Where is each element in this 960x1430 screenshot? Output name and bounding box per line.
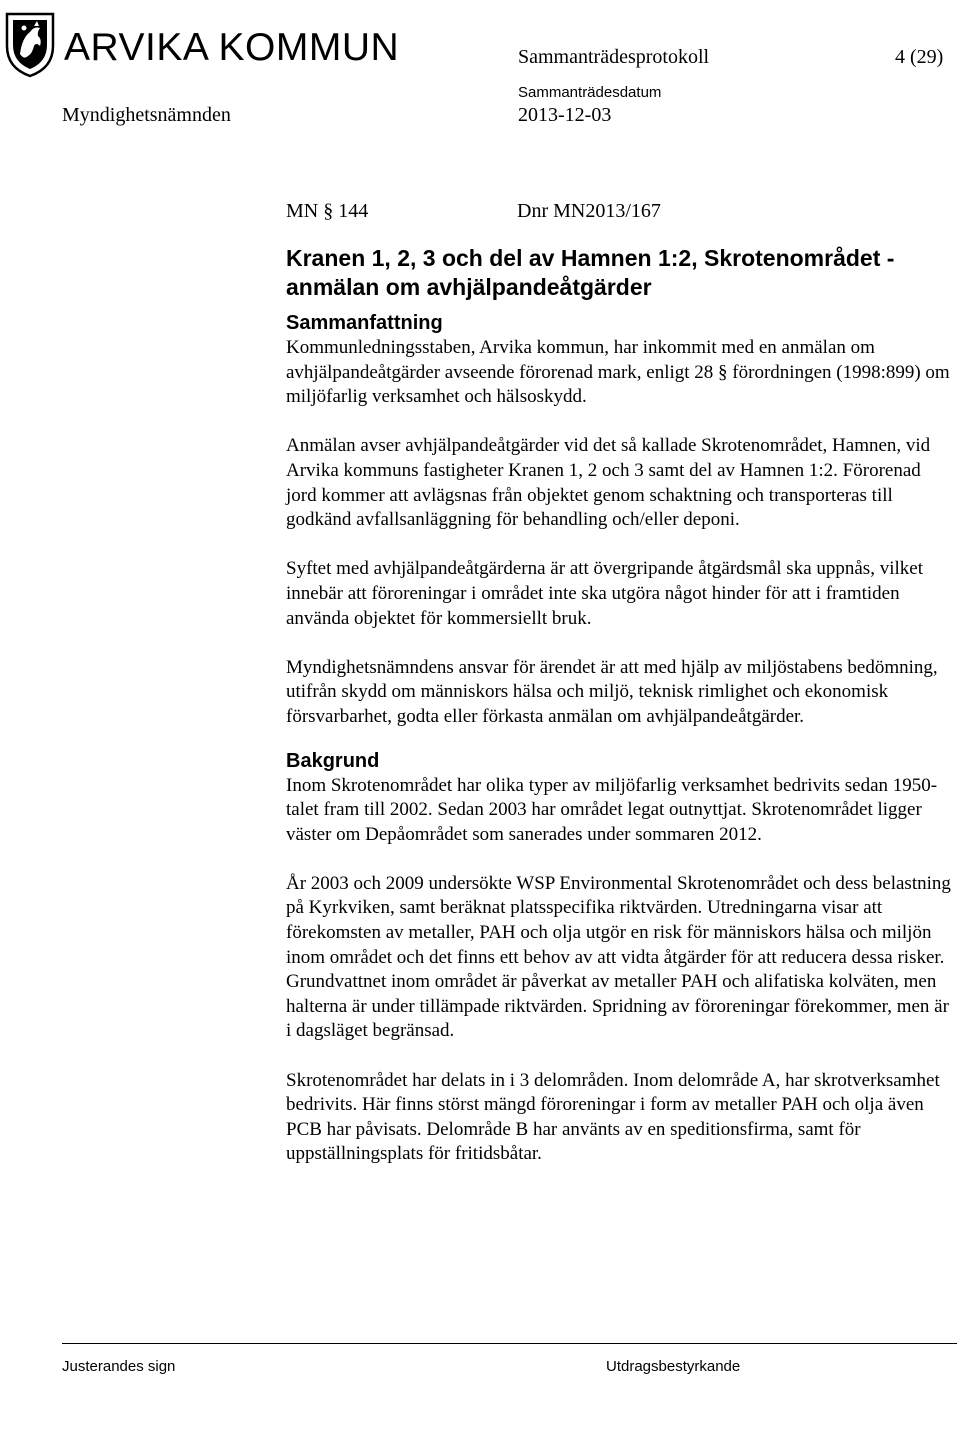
background-paragraph: Inom Skrotenområdet har olika typer av miljöfarlig verksamhet bedrivits sedan 1950-talet fram till 2002. Sedan 2003 har området legat outnyttjat. Skrotenområdet ligger väster om Depåområdet som sanerades under sommaren 2012. bbox=[286, 774, 938, 845]
case-number: MN § 144 bbox=[286, 200, 369, 222]
summary-heading: Sammanfattning bbox=[286, 312, 443, 334]
summary-paragraph: Myndighetsnämndens ansvar för ärendet är att med hjälp av miljöstabens bedömning, utifrån skydd om människors hälsa och miljö, teknisk rimlighet och ekonomisk försvarbarhet, godta eller förkasta anmälan om avhjälpandeåtgärder. bbox=[286, 656, 938, 727]
page-number: 4 (29) bbox=[895, 46, 944, 68]
case-dnr: Dnr MN2013/167 bbox=[517, 200, 661, 222]
summary-paragraph: Anmälan avser avhjälpandeåtgärder vid det så kallade Skrotenområdet, Hamnen, vid Arvika kommuns fastigheter Kranen 1, 2 och 3 samt del av Hamnen 1:2. Förorenad jord kommer att avlägsnas från objektet genom schaktning och transporteras till godkänd avfallsanläggning för behandling och/eller deponi. bbox=[286, 435, 931, 531]
background-paragraph: Skrotenområdet har delats in i 3 delområden. Inom delområde A, har skrotverksamhet bedrivits. Här finns störst mängd föroreningar i form av metaller PAH och olja även PCB har påvisats. Delområde B har använts av en speditionsfirma, samt för uppställningsplats för fritidsbåtar. bbox=[286, 1069, 940, 1165]
meeting-date-value: 2013-12-03 bbox=[518, 104, 612, 126]
municipality-logo-text: ARVIKA KOMMUN bbox=[64, 26, 400, 69]
case-title: Kranen 1, 2, 3 och del av Hamnen 1:2, Skrotenområdet - anmälan om avhjälpandeåtgärder bbox=[286, 245, 895, 300]
municipal-crest-icon bbox=[4, 8, 56, 78]
protocol-title: Sammanträdesprotokoll bbox=[518, 46, 710, 68]
background-paragraph: År 2003 och 2009 undersökte WSP Environmental Skrotenområdet och dess belastning på Kyrkviken, samt beräknat platsspecifika riktvärden. Utredningarna visar att förekomsten av metaller, PAH och olja utgör en risk för människors hälsa och miljön inom området och det finns ett behov av att vidta åtgärder för att reducera dessa risker. Grundvattnet inom området är påverkat av metaller PAH och alifatiska kolväten, men halterna är under tillämpade riktvärden. Spridning av föroreningar förekommer, men är i dagsläget begränsad. bbox=[286, 872, 951, 1042]
signature-label: Justerandes sign bbox=[62, 1358, 176, 1375]
meeting-date-label: Sammanträdesdatum bbox=[518, 84, 662, 101]
document-body bbox=[286, 244, 951, 1167]
summary-paragraph: Kommunledningsstaben, Arvika kommun, har inkommit med en anmälan om avhjälpandeåtgärder avseende förorenad mark, enligt 28 § förordningen (1998:899) om miljöfarlig verksamhet och hälsoskydd. bbox=[286, 337, 950, 408]
footer-divider bbox=[62, 1343, 957, 1344]
summary-paragraph: Syftet med avhjälpandeåtgärderna är att övergripande åtgärdsmål ska uppnås, vilket innebär att föroreningar i området inte ska utgöra något hinder för att i framtiden använda objektet för kommersiellt bruk. bbox=[286, 558, 923, 629]
background-heading: Bakgrund bbox=[286, 749, 380, 772]
extract-certification-label: Utdragsbestyrkande bbox=[606, 1358, 741, 1375]
committee-name: Myndighetsnämnden bbox=[62, 104, 231, 126]
